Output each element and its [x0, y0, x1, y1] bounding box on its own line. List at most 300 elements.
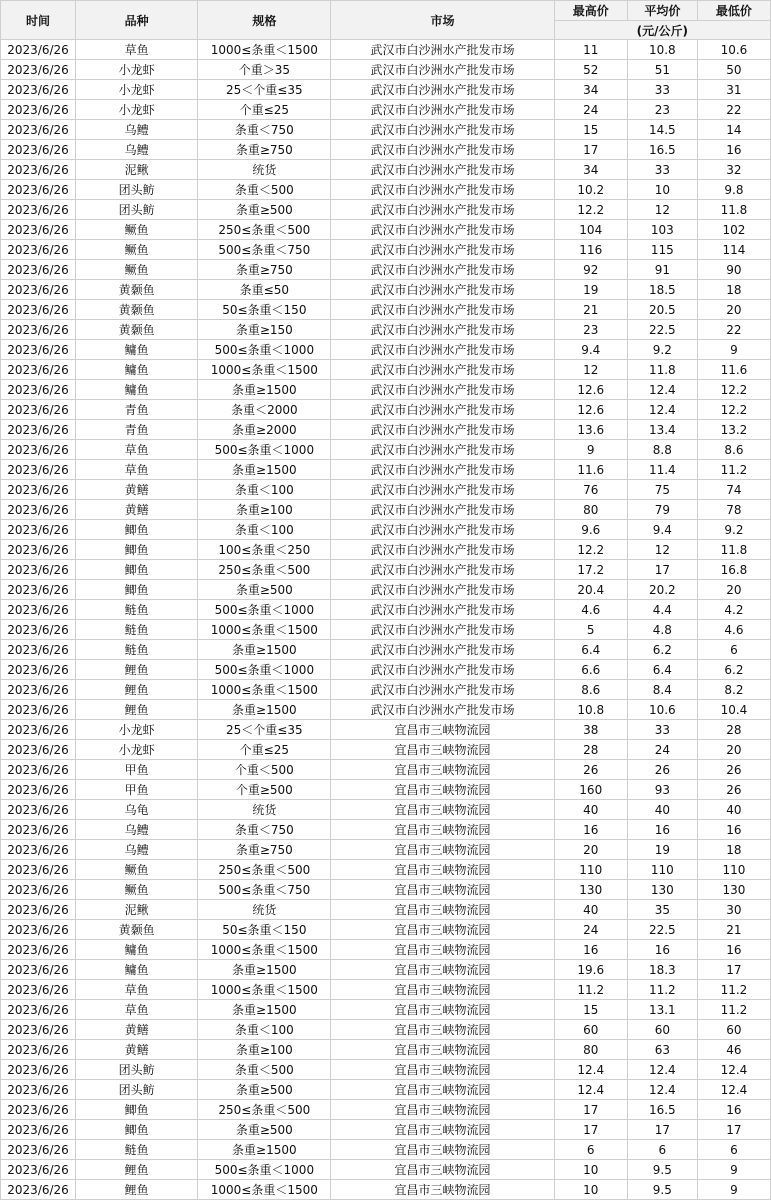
cell-spec: 条重≤50	[198, 280, 331, 300]
table-row	[1, 260, 771, 280]
cell-avg: 130	[627, 880, 697, 900]
cell-kind: 鲢鱼	[76, 640, 198, 660]
cell-avg: 20.5	[627, 300, 697, 320]
cell-spec: 1000≤条重＜1500	[198, 680, 331, 700]
cell-date: 2023/6/26	[1, 800, 76, 820]
table-row	[1, 300, 771, 320]
cell-low: 18	[697, 840, 770, 860]
cell-kind: 鲢鱼	[76, 1140, 198, 1160]
cell-market: 宜昌市三峡物流园	[331, 840, 554, 860]
cell-avg: 9.2	[627, 340, 697, 360]
cell-market: 武汉市白沙洲水产批发市场	[331, 500, 554, 520]
cell-high: 52	[554, 60, 627, 80]
cell-spec: 1000≤条重＜1500	[198, 1180, 331, 1200]
table-row	[1, 280, 771, 300]
cell-avg: 12.4	[627, 400, 697, 420]
cell-market: 武汉市白沙洲水产批发市场	[331, 620, 554, 640]
cell-high: 20.4	[554, 580, 627, 600]
cell-kind: 团头鲂	[76, 1080, 198, 1100]
cell-high: 10	[554, 1180, 627, 1200]
cell-market: 武汉市白沙洲水产批发市场	[331, 480, 554, 500]
cell-kind: 团头鲂	[76, 1060, 198, 1080]
cell-spec: 条重≥1500	[198, 700, 331, 720]
cell-date: 2023/6/26	[1, 520, 76, 540]
cell-low: 11.2	[697, 1000, 770, 1020]
table-row	[1, 620, 771, 640]
cell-kind: 黄鳝	[76, 1040, 198, 1060]
cell-market: 武汉市白沙洲水产批发市场	[331, 440, 554, 460]
cell-high: 12.2	[554, 200, 627, 220]
cell-high: 130	[554, 880, 627, 900]
cell-spec: 条重≥1500	[198, 640, 331, 660]
cell-avg: 8.4	[627, 680, 697, 700]
cell-date: 2023/6/26	[1, 360, 76, 380]
cell-high: 16	[554, 940, 627, 960]
cell-avg: 79	[627, 500, 697, 520]
cell-low: 6	[697, 640, 770, 660]
cell-spec: 条重≥1500	[198, 1140, 331, 1160]
cell-spec: 25＜个重≤35	[198, 80, 331, 100]
cell-date: 2023/6/26	[1, 500, 76, 520]
table-row	[1, 600, 771, 620]
table-row	[1, 1120, 771, 1140]
cell-date: 2023/6/26	[1, 760, 76, 780]
table-row	[1, 220, 771, 240]
cell-avg: 22.5	[627, 320, 697, 340]
cell-avg: 18.5	[627, 280, 697, 300]
cell-kind: 乌鳢	[76, 140, 198, 160]
cell-low: 16	[697, 140, 770, 160]
cell-low: 4.2	[697, 600, 770, 620]
cell-low: 28	[697, 720, 770, 740]
cell-high: 15	[554, 120, 627, 140]
cell-spec: 500≤条重＜750	[198, 240, 331, 260]
cell-low: 17	[697, 1120, 770, 1140]
cell-low: 12.4	[697, 1060, 770, 1080]
cell-low: 9.8	[697, 180, 770, 200]
table-row	[1, 40, 771, 60]
cell-kind: 黄鳝	[76, 480, 198, 500]
table-row	[1, 340, 771, 360]
cell-high: 16	[554, 820, 627, 840]
table-row	[1, 1020, 771, 1040]
table-row	[1, 560, 771, 580]
cell-avg: 24	[627, 740, 697, 760]
cell-avg: 33	[627, 80, 697, 100]
cell-market: 宜昌市三峡物流园	[331, 880, 554, 900]
cell-kind: 鳜鱼	[76, 880, 198, 900]
cell-kind: 草鱼	[76, 440, 198, 460]
cell-date: 2023/6/26	[1, 580, 76, 600]
cell-low: 6.2	[697, 660, 770, 680]
cell-kind: 甲鱼	[76, 760, 198, 780]
header-unit: (元/公斤)	[554, 21, 770, 40]
table-row	[1, 800, 771, 820]
cell-kind: 团头鲂	[76, 180, 198, 200]
cell-kind: 鳙鱼	[76, 340, 198, 360]
cell-high: 60	[554, 1020, 627, 1040]
cell-market: 武汉市白沙洲水产批发市场	[331, 400, 554, 420]
cell-high: 8.6	[554, 680, 627, 700]
cell-high: 110	[554, 860, 627, 880]
cell-low: 11.6	[697, 360, 770, 380]
cell-low: 32	[697, 160, 770, 180]
cell-kind: 鲫鱼	[76, 580, 198, 600]
cell-high: 6	[554, 1140, 627, 1160]
cell-spec: 条重≥500	[198, 1120, 331, 1140]
cell-market: 武汉市白沙洲水产批发市场	[331, 420, 554, 440]
cell-kind: 鳜鱼	[76, 260, 198, 280]
cell-low: 8.2	[697, 680, 770, 700]
cell-date: 2023/6/26	[1, 920, 76, 940]
cell-high: 12.6	[554, 380, 627, 400]
cell-market: 武汉市白沙洲水产批发市场	[331, 200, 554, 220]
cell-date: 2023/6/26	[1, 880, 76, 900]
cell-market: 宜昌市三峡物流园	[331, 1140, 554, 1160]
cell-spec: 500≤条重＜1000	[198, 340, 331, 360]
cell-market: 武汉市白沙洲水产批发市场	[331, 260, 554, 280]
cell-high: 160	[554, 780, 627, 800]
cell-avg: 10.8	[627, 40, 697, 60]
table-row	[1, 940, 771, 960]
cell-avg: 12	[627, 540, 697, 560]
cell-high: 104	[554, 220, 627, 240]
cell-date: 2023/6/26	[1, 380, 76, 400]
cell-date: 2023/6/26	[1, 340, 76, 360]
cell-kind: 泥鳅	[76, 900, 198, 920]
cell-date: 2023/6/26	[1, 40, 76, 60]
cell-market: 武汉市白沙洲水产批发市场	[331, 220, 554, 240]
cell-low: 22	[697, 320, 770, 340]
cell-avg: 13.1	[627, 1000, 697, 1020]
cell-low: 11.8	[697, 200, 770, 220]
cell-market: 宜昌市三峡物流园	[331, 1100, 554, 1120]
cell-market: 宜昌市三峡物流园	[331, 740, 554, 760]
cell-market: 宜昌市三峡物流园	[331, 980, 554, 1000]
cell-market: 武汉市白沙洲水产批发市场	[331, 660, 554, 680]
cell-date: 2023/6/26	[1, 1120, 76, 1140]
cell-avg: 18.3	[627, 960, 697, 980]
cell-avg: 75	[627, 480, 697, 500]
cell-avg: 12	[627, 200, 697, 220]
cell-low: 16	[697, 940, 770, 960]
cell-low: 12.2	[697, 400, 770, 420]
cell-kind: 鳜鱼	[76, 860, 198, 880]
cell-spec: 条重≥100	[198, 500, 331, 520]
cell-kind: 乌鳢	[76, 120, 198, 140]
cell-date: 2023/6/26	[1, 80, 76, 100]
cell-high: 20	[554, 840, 627, 860]
table-body	[1, 40, 771, 1200]
cell-kind: 草鱼	[76, 1000, 198, 1020]
cell-market: 武汉市白沙洲水产批发市场	[331, 540, 554, 560]
cell-market: 武汉市白沙洲水产批发市场	[331, 280, 554, 300]
cell-kind: 鳙鱼	[76, 360, 198, 380]
cell-low: 9	[697, 1160, 770, 1180]
cell-kind: 乌鳢	[76, 820, 198, 840]
cell-high: 92	[554, 260, 627, 280]
cell-high: 17.2	[554, 560, 627, 580]
cell-kind: 乌龟	[76, 800, 198, 820]
cell-spec: 1000≤条重＜1500	[198, 40, 331, 60]
cell-low: 60	[697, 1020, 770, 1040]
table-row	[1, 120, 771, 140]
cell-high: 34	[554, 160, 627, 180]
cell-avg: 26	[627, 760, 697, 780]
cell-high: 6.6	[554, 660, 627, 680]
cell-low: 10.4	[697, 700, 770, 720]
cell-date: 2023/6/26	[1, 560, 76, 580]
cell-high: 17	[554, 140, 627, 160]
cell-avg: 63	[627, 1040, 697, 1060]
table-row	[1, 480, 771, 500]
table-row	[1, 400, 771, 420]
cell-avg: 60	[627, 1020, 697, 1040]
table-row	[1, 420, 771, 440]
cell-date: 2023/6/26	[1, 1000, 76, 1020]
cell-high: 9	[554, 440, 627, 460]
cell-kind: 鲫鱼	[76, 560, 198, 580]
cell-low: 16.8	[697, 560, 770, 580]
cell-kind: 小龙虾	[76, 80, 198, 100]
cell-spec: 500≤条重＜1000	[198, 440, 331, 460]
cell-spec: 条重≥750	[198, 840, 331, 860]
cell-kind: 黄颡鱼	[76, 320, 198, 340]
cell-avg: 4.8	[627, 620, 697, 640]
cell-spec: 条重＜100	[198, 520, 331, 540]
cell-date: 2023/6/26	[1, 640, 76, 660]
cell-spec: 50≤条重＜150	[198, 300, 331, 320]
cell-spec: 100≤条重＜250	[198, 540, 331, 560]
cell-market: 宜昌市三峡物流园	[331, 1180, 554, 1200]
cell-spec: 条重≥750	[198, 260, 331, 280]
cell-spec: 1000≤条重＜1500	[198, 360, 331, 380]
cell-low: 26	[697, 760, 770, 780]
table-row	[1, 380, 771, 400]
cell-market: 武汉市白沙洲水产批发市场	[331, 80, 554, 100]
cell-spec: 1000≤条重＜1500	[198, 940, 331, 960]
cell-low: 78	[697, 500, 770, 520]
cell-date: 2023/6/26	[1, 680, 76, 700]
cell-low: 4.6	[697, 620, 770, 640]
cell-low: 50	[697, 60, 770, 80]
cell-high: 26	[554, 760, 627, 780]
cell-market: 宜昌市三峡物流园	[331, 1060, 554, 1080]
cell-spec: 条重≥500	[198, 1080, 331, 1100]
cell-market: 武汉市白沙洲水产批发市场	[331, 320, 554, 340]
cell-avg: 51	[627, 60, 697, 80]
cell-market: 宜昌市三峡物流园	[331, 820, 554, 840]
cell-market: 武汉市白沙洲水产批发市场	[331, 460, 554, 480]
cell-market: 宜昌市三峡物流园	[331, 760, 554, 780]
cell-date: 2023/6/26	[1, 300, 76, 320]
cell-avg: 93	[627, 780, 697, 800]
cell-low: 20	[697, 740, 770, 760]
cell-market: 武汉市白沙洲水产批发市场	[331, 360, 554, 380]
cell-date: 2023/6/26	[1, 180, 76, 200]
cell-date: 2023/6/26	[1, 1180, 76, 1200]
cell-date: 2023/6/26	[1, 480, 76, 500]
table-row	[1, 500, 771, 520]
cell-date: 2023/6/26	[1, 420, 76, 440]
cell-high: 12.6	[554, 400, 627, 420]
table-row	[1, 760, 771, 780]
cell-market: 武汉市白沙洲水产批发市场	[331, 140, 554, 160]
cell-market: 宜昌市三峡物流园	[331, 780, 554, 800]
cell-kind: 鲤鱼	[76, 680, 198, 700]
header-kind: 品种	[76, 1, 198, 40]
cell-spec: 25＜个重≤35	[198, 720, 331, 740]
cell-high: 11.6	[554, 460, 627, 480]
cell-kind: 鲫鱼	[76, 1120, 198, 1140]
table-row	[1, 140, 771, 160]
cell-date: 2023/6/26	[1, 1140, 76, 1160]
table-row	[1, 580, 771, 600]
cell-date: 2023/6/26	[1, 400, 76, 420]
table-row	[1, 540, 771, 560]
cell-high: 4.6	[554, 600, 627, 620]
cell-spec: 条重≥1500	[198, 380, 331, 400]
cell-kind: 青鱼	[76, 400, 198, 420]
cell-date: 2023/6/26	[1, 720, 76, 740]
cell-date: 2023/6/26	[1, 940, 76, 960]
table-row	[1, 100, 771, 120]
table-row	[1, 1000, 771, 1020]
cell-market: 宜昌市三峡物流园	[331, 1000, 554, 1020]
cell-low: 8.6	[697, 440, 770, 460]
cell-high: 80	[554, 500, 627, 520]
cell-high: 19	[554, 280, 627, 300]
cell-kind: 团头鲂	[76, 200, 198, 220]
cell-kind: 黄鳝	[76, 500, 198, 520]
cell-spec: 条重＜750	[198, 820, 331, 840]
cell-high: 76	[554, 480, 627, 500]
cell-date: 2023/6/26	[1, 620, 76, 640]
cell-spec: 个重＞35	[198, 60, 331, 80]
cell-low: 40	[697, 800, 770, 820]
cell-spec: 条重≥500	[198, 200, 331, 220]
cell-avg: 6.4	[627, 660, 697, 680]
cell-low: 18	[697, 280, 770, 300]
cell-market: 武汉市白沙洲水产批发市场	[331, 180, 554, 200]
table-row	[1, 960, 771, 980]
cell-high: 13.6	[554, 420, 627, 440]
cell-market: 武汉市白沙洲水产批发市场	[331, 680, 554, 700]
cell-high: 28	[554, 740, 627, 760]
cell-high: 23	[554, 320, 627, 340]
cell-date: 2023/6/26	[1, 900, 76, 920]
cell-low: 9	[697, 1180, 770, 1200]
cell-spec: 条重＜500	[198, 180, 331, 200]
cell-date: 2023/6/26	[1, 120, 76, 140]
cell-high: 10.8	[554, 700, 627, 720]
cell-market: 宜昌市三峡物流园	[331, 860, 554, 880]
cell-market: 武汉市白沙洲水产批发市场	[331, 40, 554, 60]
cell-kind: 鲤鱼	[76, 700, 198, 720]
table-row	[1, 1180, 771, 1200]
cell-spec: 500≤条重＜1000	[198, 1160, 331, 1180]
cell-kind: 鳙鱼	[76, 380, 198, 400]
cell-date: 2023/6/26	[1, 140, 76, 160]
cell-spec: 250≤条重＜500	[198, 560, 331, 580]
table-row	[1, 920, 771, 940]
cell-kind: 泥鳅	[76, 160, 198, 180]
cell-kind: 黄鳝	[76, 1020, 198, 1040]
cell-date: 2023/6/26	[1, 280, 76, 300]
cell-market: 宜昌市三峡物流园	[331, 1020, 554, 1040]
cell-avg: 10.6	[627, 700, 697, 720]
cell-spec: 条重＜100	[198, 1020, 331, 1040]
cell-kind: 鲤鱼	[76, 1180, 198, 1200]
cell-date: 2023/6/26	[1, 440, 76, 460]
cell-spec: 条重≥750	[198, 140, 331, 160]
cell-kind: 乌鳢	[76, 840, 198, 860]
cell-spec: 250≤条重＜500	[198, 1100, 331, 1120]
cell-kind: 黄颡鱼	[76, 920, 198, 940]
cell-avg: 10	[627, 180, 697, 200]
cell-avg: 8.8	[627, 440, 697, 460]
cell-low: 90	[697, 260, 770, 280]
cell-date: 2023/6/26	[1, 220, 76, 240]
table-row	[1, 900, 771, 920]
cell-spec: 条重＜100	[198, 480, 331, 500]
table-row	[1, 520, 771, 540]
cell-avg: 17	[627, 560, 697, 580]
cell-market: 武汉市白沙洲水产批发市场	[331, 520, 554, 540]
cell-high: 12.2	[554, 540, 627, 560]
table-row	[1, 780, 771, 800]
table-row	[1, 680, 771, 700]
cell-market: 宜昌市三峡物流园	[331, 800, 554, 820]
table-row	[1, 60, 771, 80]
cell-spec: 条重≥1500	[198, 960, 331, 980]
cell-spec: 个重≤25	[198, 100, 331, 120]
cell-avg: 20.2	[627, 580, 697, 600]
cell-low: 20	[697, 580, 770, 600]
cell-avg: 91	[627, 260, 697, 280]
cell-avg: 110	[627, 860, 697, 880]
cell-low: 21	[697, 920, 770, 940]
cell-kind: 小龙虾	[76, 60, 198, 80]
cell-avg: 35	[627, 900, 697, 920]
table-row	[1, 240, 771, 260]
header-date: 时间	[1, 1, 76, 40]
cell-high: 17	[554, 1120, 627, 1140]
cell-spec: 统货	[198, 160, 331, 180]
table-row	[1, 640, 771, 660]
cell-market: 武汉市白沙洲水产批发市场	[331, 600, 554, 620]
cell-avg: 23	[627, 100, 697, 120]
cell-market: 宜昌市三峡物流园	[331, 1120, 554, 1140]
cell-market: 宜昌市三峡物流园	[331, 960, 554, 980]
cell-low: 16	[697, 1100, 770, 1120]
cell-high: 11	[554, 40, 627, 60]
cell-spec: 条重＜500	[198, 1060, 331, 1080]
cell-avg: 12.4	[627, 380, 697, 400]
table-row	[1, 860, 771, 880]
cell-avg: 11.2	[627, 980, 697, 1000]
cell-spec: 个重≥500	[198, 780, 331, 800]
cell-market: 武汉市白沙洲水产批发市场	[331, 100, 554, 120]
cell-high: 17	[554, 1100, 627, 1120]
cell-date: 2023/6/26	[1, 240, 76, 260]
cell-date: 2023/6/26	[1, 60, 76, 80]
table-row	[1, 820, 771, 840]
cell-avg: 13.4	[627, 420, 697, 440]
cell-spec: 统货	[198, 800, 331, 820]
cell-date: 2023/6/26	[1, 820, 76, 840]
header-low: 最低价	[697, 1, 770, 21]
